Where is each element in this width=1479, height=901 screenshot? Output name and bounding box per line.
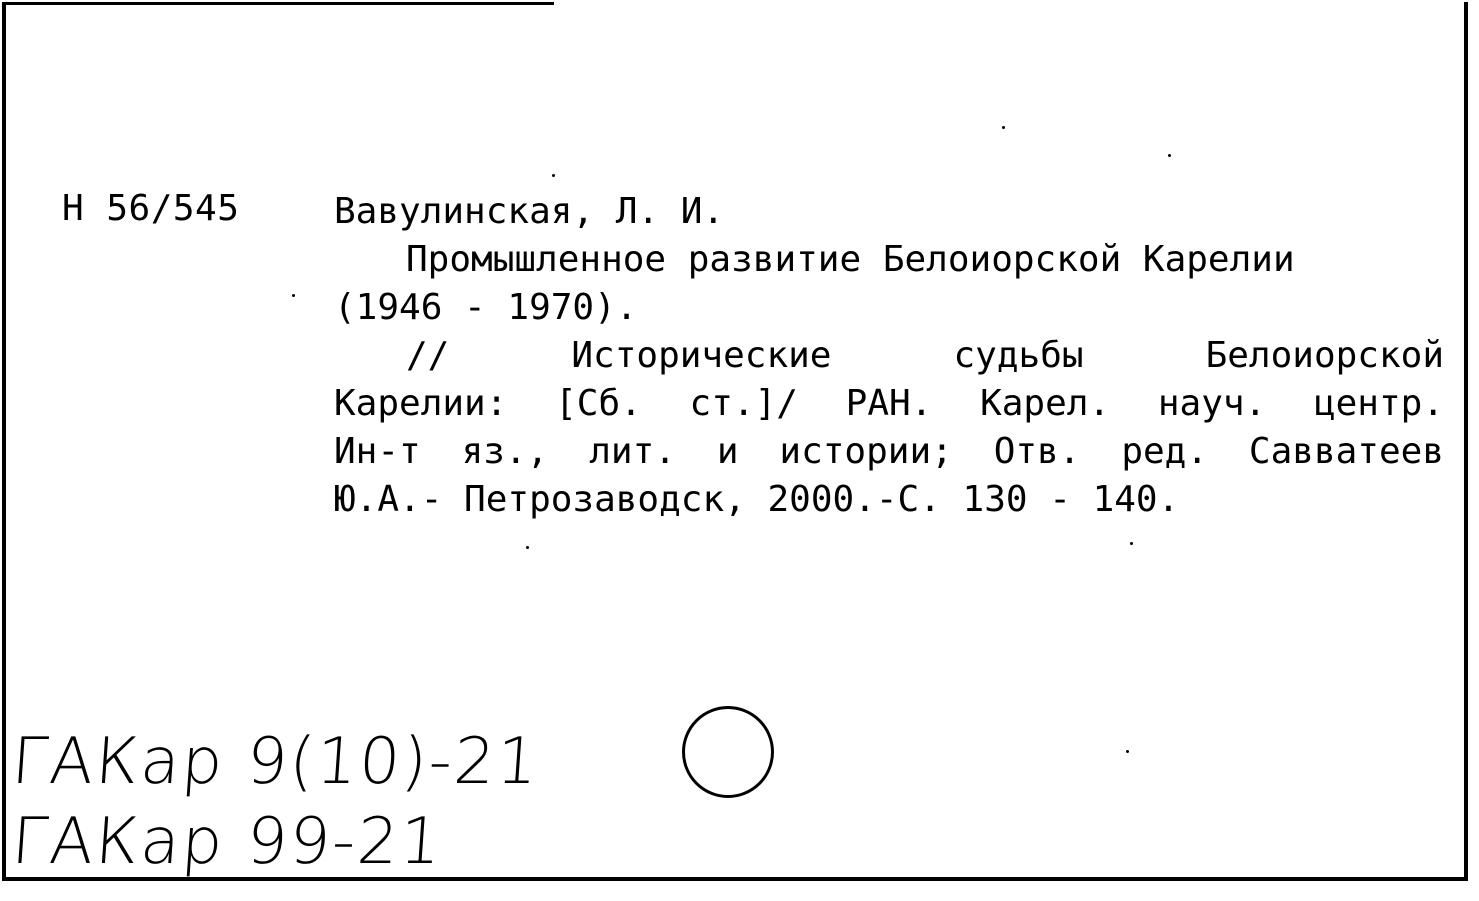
speck	[552, 174, 555, 177]
handwritten-note-2: ГАКар 99-21	[9, 805, 446, 879]
speck	[1130, 542, 1133, 545]
speck	[292, 294, 295, 297]
source-line-3: Ин-т яз., лит. и истории; Отв. ред. Савватеев	[334, 431, 1444, 472]
top-border	[6, 2, 554, 5]
call-number: Н 56/545	[62, 188, 240, 229]
speck	[526, 546, 529, 549]
title-line-2: (1946 - 1970).	[334, 287, 638, 328]
handwritten-note-1: ГАКар 9(10)-21	[9, 725, 542, 799]
catalog-card	[2, 2, 1468, 881]
punch-hole-circle	[682, 706, 774, 798]
speck	[1168, 154, 1171, 157]
speck	[1002, 126, 1005, 129]
source-line-1: // Исторические судьбы Белоиорской	[406, 335, 1444, 376]
handwritten-notes	[9, 722, 542, 882]
bibliographic-entry	[334, 188, 1444, 524]
source-line-2: Карелии: [Сб. ст.]/ РАН. Карел. науч. центр.	[334, 383, 1444, 424]
title-line-1: Промышленное развитие Белоиорской Карелии	[406, 239, 1295, 280]
speck	[1126, 750, 1129, 753]
author-line: Вавулинская, Л. И.	[334, 191, 725, 232]
source-line-4: Ю.А.- Петрозаводск, 2000.-С. 130 - 140.	[334, 479, 1180, 520]
